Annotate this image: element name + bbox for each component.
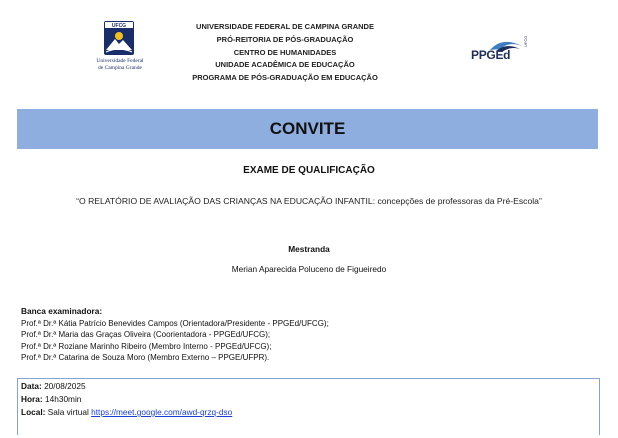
date-label: Data:: [21, 381, 42, 391]
ppged-name: PPGEd: [471, 48, 511, 62]
student-name: Merian Aparecida Poluceno de Figueiredo: [231, 264, 387, 274]
board-title: Banca examinadora:: [21, 306, 103, 316]
header-line: CENTRO DE HUMANIDADES: [233, 47, 337, 57]
board-member: Prof.ª Dr.ª Maria das Graças Oliveira (Coorientadora - PPGEd/UFCG);: [21, 330, 271, 340]
header-line: UNIVERSIDADE FEDERAL DE CAMPINA GRANDE: [196, 22, 374, 31]
board-member: Prof.ª Dr.ª Roziane Marinho Ribeiro (Membro Interno - PPGEd/UFCG);: [21, 341, 272, 351]
exam-title: EXAME DE QUALIFICAÇÃO: [243, 165, 375, 176]
convite-banner: [17, 109, 598, 149]
ufcg-caption: [84, 58, 156, 71]
time-row: [21, 394, 81, 404]
header-line: PROGRAMA DE PÓS-GRADUAÇÃO EM EDUCAÇÃO: [192, 73, 378, 83]
examining-board: [21, 306, 581, 364]
event-info-box: [17, 378, 600, 435]
board-member: Prof.ª Dr.ª Catarina de Souza Moro (Membro Externo – PPGE/UFPR).: [21, 353, 270, 363]
student-role: Mestranda: [288, 244, 330, 254]
banner-title: CONVITE: [269, 119, 346, 138]
place-row: [21, 407, 232, 417]
place-value: Sala virtual: [47, 407, 89, 417]
institution-header: [185, 21, 385, 85]
ufcg-badge-text: UFCG: [111, 23, 127, 29]
date-row: [21, 381, 86, 391]
ufcg-caption-line1: Universidade Federal: [96, 58, 144, 64]
ufcg-caption-line2: de Campina Grande: [98, 64, 142, 71]
work-title: “O RELATÓRIO DE AVALIAÇÃO DAS CRIANÇAS NA EDUCAÇÃO INFANTIL: concepções de professoras da Pré-Escola”: [76, 196, 542, 206]
header-line: PRÓ-REITORIA DE PÓS-GRADUAÇÃO: [216, 34, 354, 44]
time-value: 14h30min: [44, 394, 82, 404]
board-member: Prof.ª Dr.ª Kátia Patrício Benevides Campos (Orientadora/Presidente - PPGEd/UFCG);: [21, 318, 329, 328]
ufcg-logo-graphic: [88, 20, 150, 60]
date-value: 20/08/2025: [44, 381, 86, 391]
time-label: Hora:: [21, 394, 43, 404]
place-label: Local:: [21, 407, 46, 417]
ppged-sub: UFCG: [523, 35, 528, 47]
meeting-link[interactable]: https://meet.google.com/awd-qrzq-dso: [91, 407, 233, 417]
header-line: UNIDADE ACADÊMICA DE EDUCAÇÃO: [215, 60, 355, 70]
